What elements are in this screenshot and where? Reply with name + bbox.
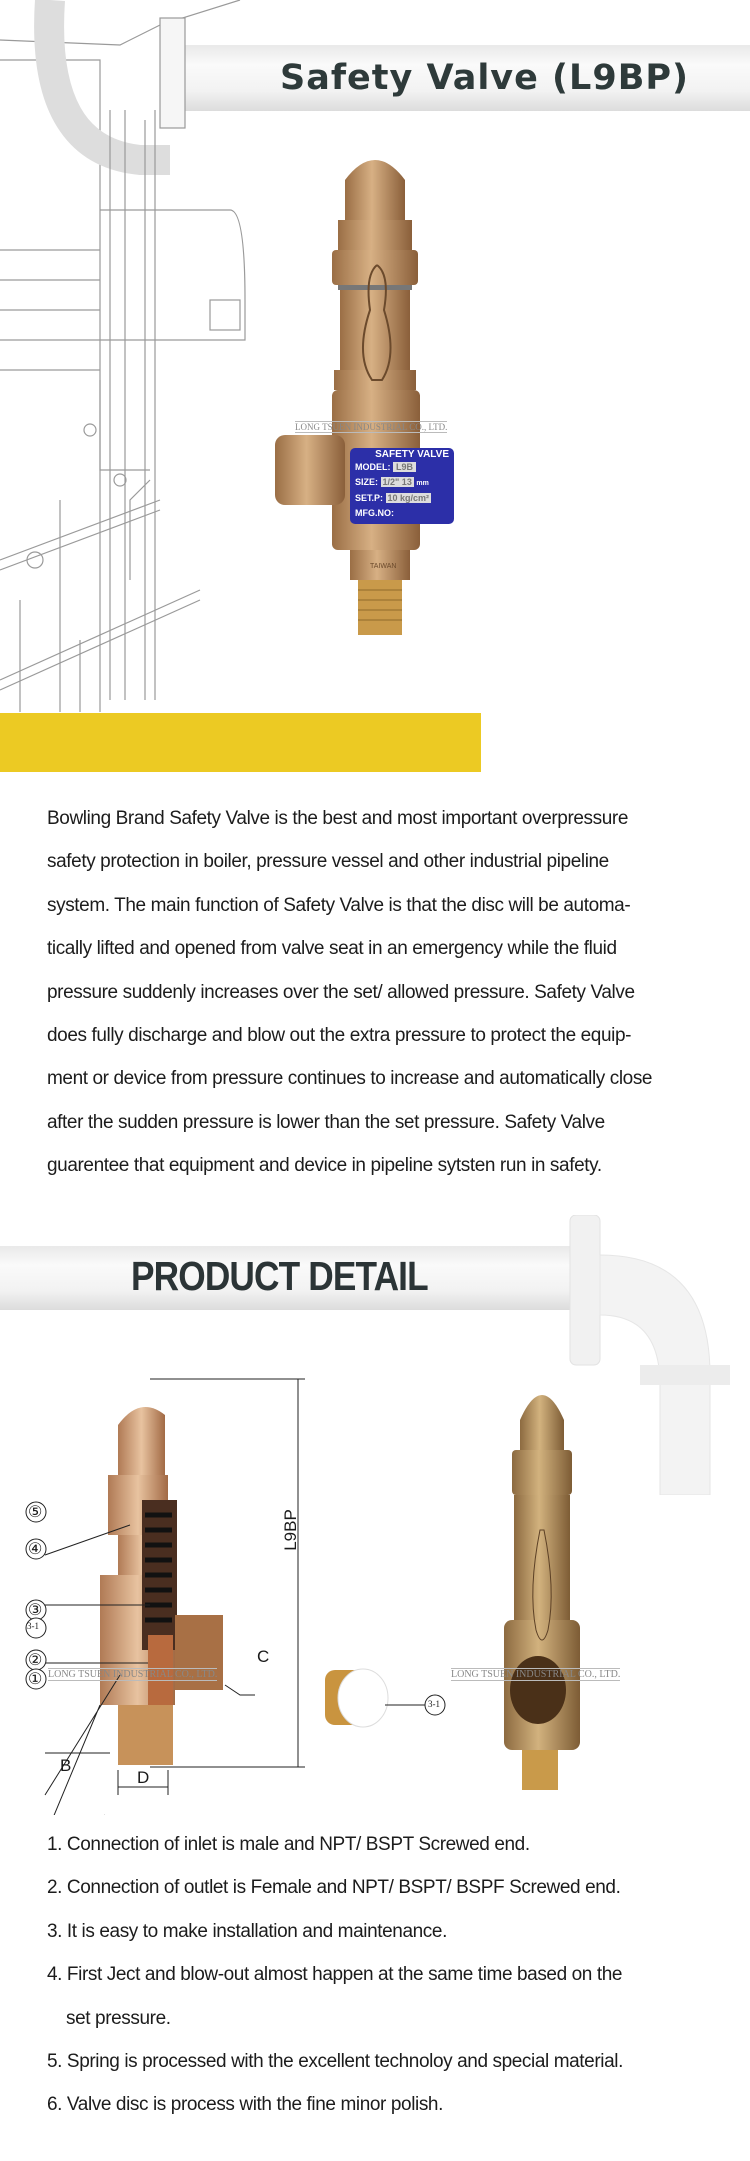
intro-line: tically lifted and opened from valve seat in an emergency while the fluid bbox=[47, 938, 617, 960]
diagram-watermark: LONG TSUEN INDUSTRIAL CO., LTD. bbox=[48, 1669, 218, 1680]
feature-list bbox=[47, 1834, 747, 2138]
feature-item: 2. Connection of outlet is Female and NPT/ BSPT/ BSPF Screwed end. bbox=[47, 1877, 621, 1899]
watermark: LONG TSUEN INDUSTRIAL CO., LTD. bbox=[295, 422, 448, 432]
safety-valve-photo bbox=[270, 140, 490, 685]
nameplate bbox=[350, 448, 454, 524]
section-heading: PRODUCT DETAIL bbox=[131, 1253, 428, 1299]
label-d: D bbox=[137, 1768, 150, 1787]
feature-item-continued: set pressure. bbox=[66, 2007, 171, 2029]
origin-stamp: TAIWAN bbox=[370, 563, 397, 570]
size-value: 1/2" 13 bbox=[382, 477, 412, 487]
label-b: B bbox=[60, 1756, 72, 1775]
setp-value: 10 kg/cm² bbox=[387, 493, 430, 503]
intro-line: ment or device from pressure continues to increase and automatically close bbox=[47, 1068, 653, 1090]
feature-item: 5. Spring is processed with the excellent technoloy and special material. bbox=[47, 2050, 623, 2072]
label-c: C bbox=[257, 1647, 270, 1666]
intro-line: system. The main function of Safety Valve is that the disc will be automa- bbox=[47, 894, 631, 916]
setp-label: SET.P: bbox=[355, 493, 384, 503]
feature-item: 6. Valve disc is process with the fine minor polish. bbox=[47, 2094, 443, 2116]
label-4: ④ bbox=[28, 1541, 43, 1558]
cap-label: 3-1 bbox=[428, 1699, 440, 1709]
intro-paragraph bbox=[47, 808, 747, 1199]
accent-bar bbox=[0, 713, 481, 772]
page-title: Safety Valve (L9BP) bbox=[280, 58, 690, 98]
label-3-1: 3-1 bbox=[27, 1621, 39, 1631]
feature-item: 4. First Ject and blow-out almost happen at the same time based on the bbox=[47, 1964, 623, 1986]
feature-item: 1. Connection of inlet is male and NPT/ BSPT Screwed end. bbox=[47, 1834, 530, 1855]
intro-line: does fully discharge and blow out the extra pressure to protect the equip- bbox=[47, 1024, 632, 1046]
label-5: ⑤ bbox=[28, 1504, 43, 1521]
intro-line: pressure suddenly increases over the set/ allowed pressure. Safety Valve bbox=[47, 981, 635, 1003]
label-3: ③ bbox=[28, 1602, 43, 1619]
mfg-label: MFG.NO: bbox=[355, 508, 394, 518]
model-label: MODEL: bbox=[355, 462, 391, 472]
intro-line: after the sudden pressure is lower than the set pressure. Safety Valve bbox=[47, 1111, 605, 1133]
intro-line: Bowling Brand Safety Valve is the best and most important overpressure bbox=[47, 808, 629, 829]
size-label: SIZE: bbox=[355, 477, 379, 487]
nameplate-heading: SAFETY VALVE bbox=[375, 449, 449, 460]
feature-item: 3. It is easy to make installation and maintenance. bbox=[47, 1920, 447, 1942]
label-2: ② bbox=[28, 1652, 43, 1669]
cutaway-diagram bbox=[0, 1375, 320, 1815]
valve-side-photo bbox=[490, 1380, 610, 1800]
label-height: L9BP bbox=[280, 1509, 300, 1551]
photo-watermark: LONG TSUEN INDUSTRIAL CO., LTD. bbox=[451, 1669, 621, 1680]
model-value: L9B bbox=[393, 462, 416, 472]
label-1: ① bbox=[28, 1671, 43, 1688]
plant-line-drawing bbox=[0, 0, 260, 712]
intro-line: guarentee that equipment and device in pipeline sytsten run in safety. bbox=[47, 1155, 602, 1177]
intro-line: safety protection in boiler, pressure vessel and other industrial pipeline bbox=[47, 851, 609, 873]
size-unit: mm bbox=[416, 480, 429, 487]
